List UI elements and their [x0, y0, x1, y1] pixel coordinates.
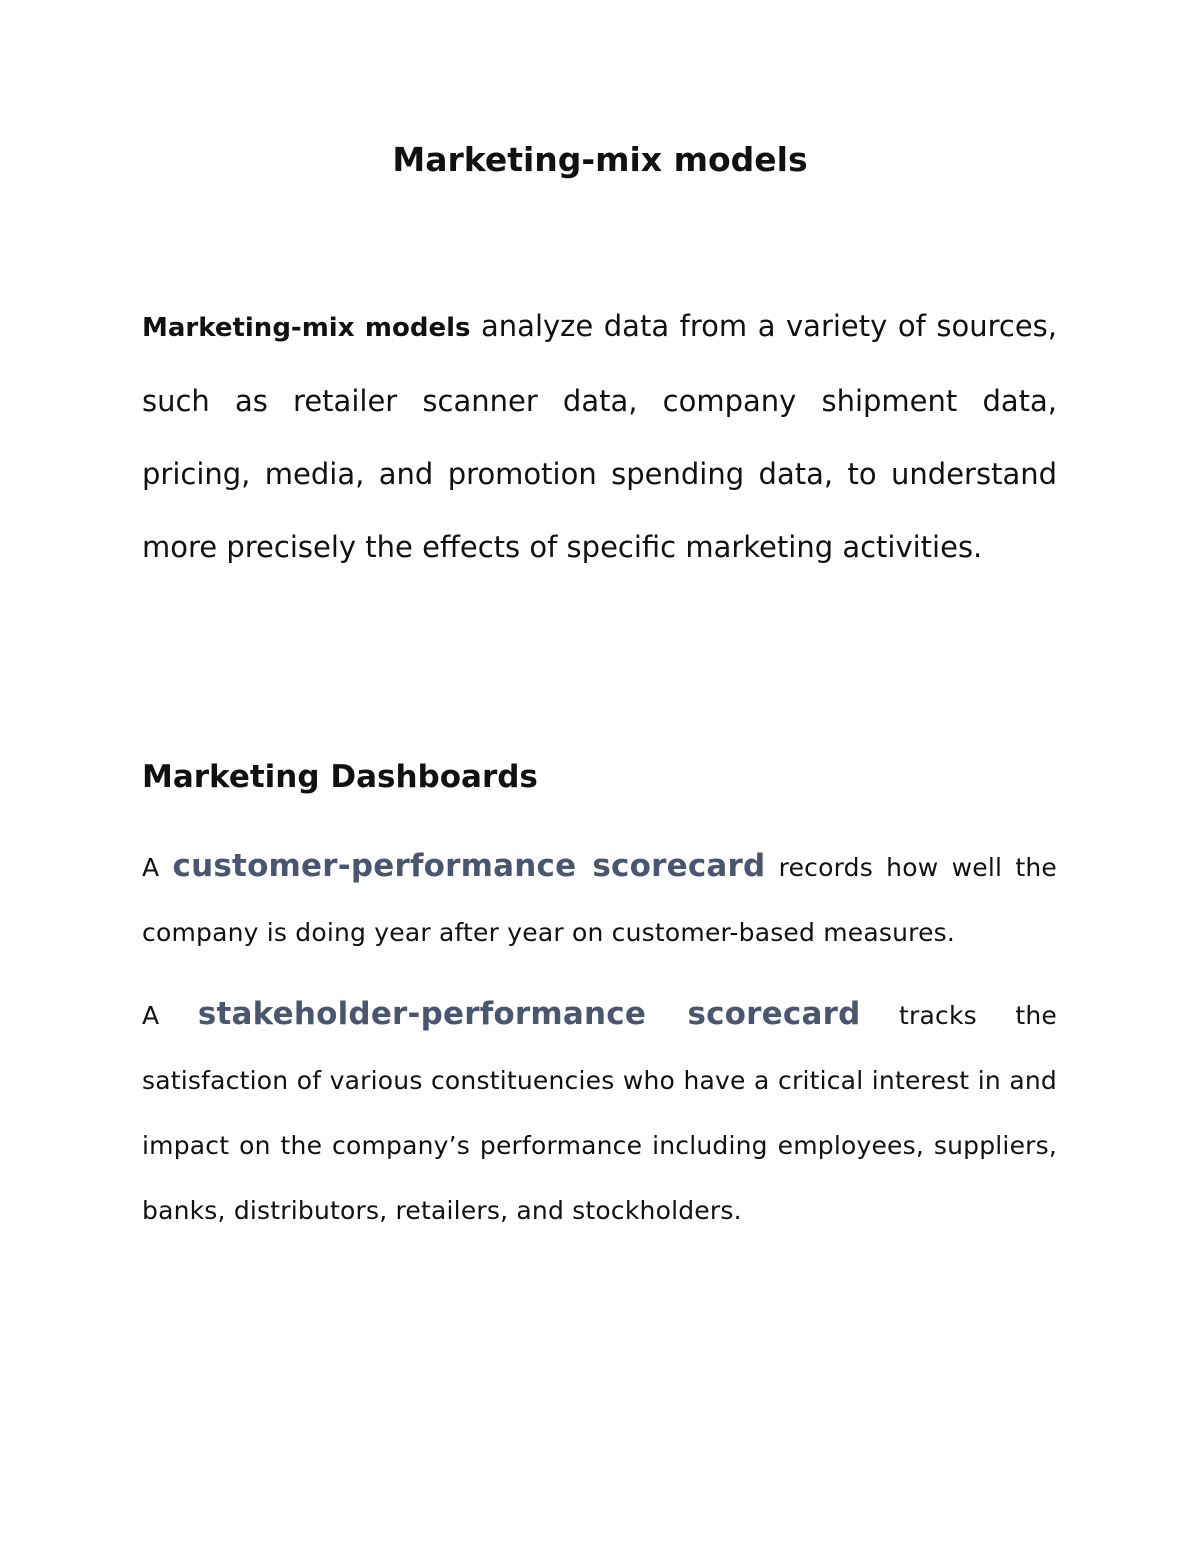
page-title: Marketing-mix models — [392, 140, 808, 179]
section-heading: Marketing Dashboards — [142, 759, 538, 795]
paragraph-customer-scorecard — [142, 834, 1057, 965]
highlighted-term: stakeholder-performance scorecard — [197, 996, 861, 1032]
paragraph-prefix: A — [142, 853, 173, 882]
paragraph-marketing-mix — [142, 290, 1057, 584]
paragraph-stakeholder-scorecard — [142, 982, 1057, 1243]
paragraph-lead-term: Marketing-mix models — [142, 313, 471, 343]
paragraph-body-text: tracks the satisfaction of various constituencies who have a critical interest in and impact on the company’s performance including employees, suppliers, banks, distributors, retailers, and stockholders. — [142, 1001, 1058, 1225]
highlighted-term: customer-performance scorecard — [172, 848, 766, 884]
paragraph-body-text: analyze data from a variety of sources, such as retailer scanner data, company shipment data, pricing, media, and promotion spending data, to understand more precisely the effects of specific marketing activities. — [142, 309, 1057, 564]
paragraph-body-text: records how well the company is doing year after year on customer-based measures. — [142, 853, 1057, 947]
paragraph-prefix: A — [142, 1001, 198, 1030]
